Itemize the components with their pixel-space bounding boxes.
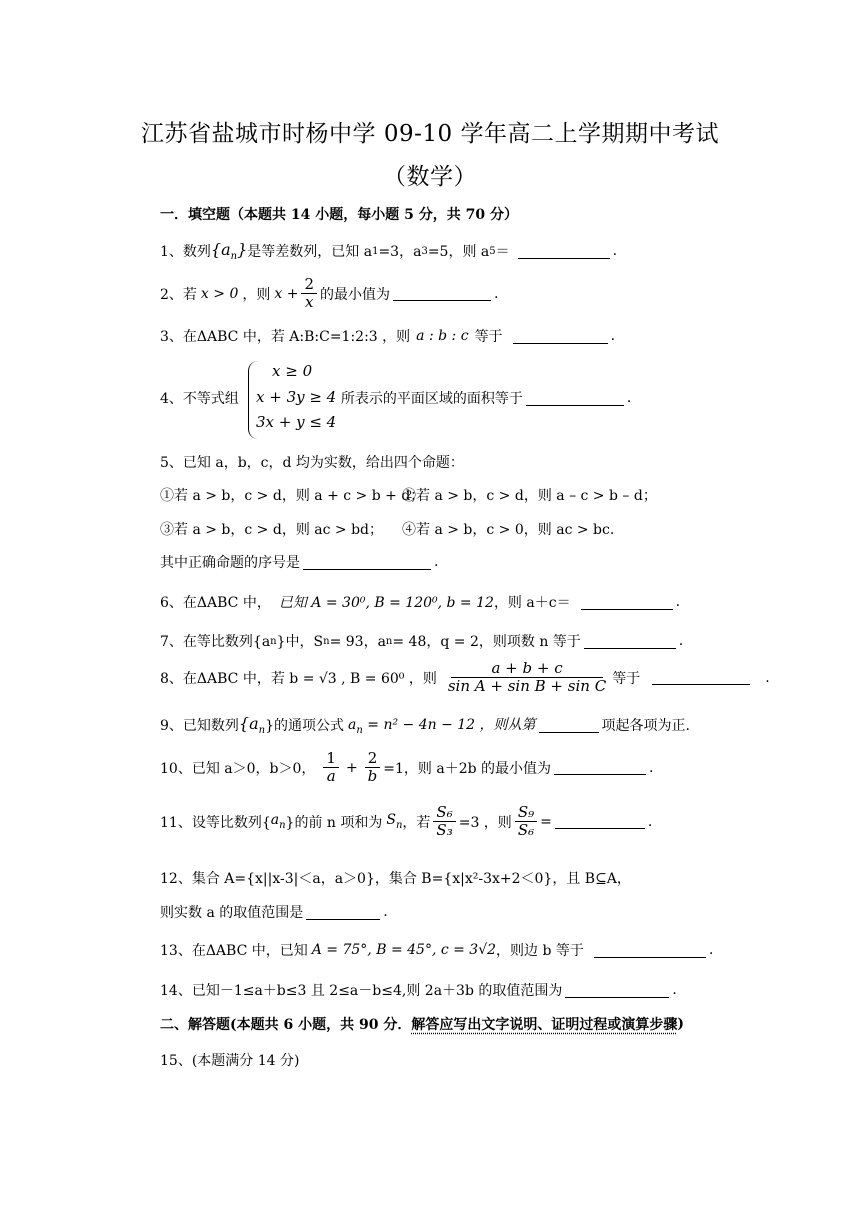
section-2-text-b: 解答应写出文字说明、证明过程或演算步骤 [411,1017,678,1033]
q8-answer-blank[interactable] [652,670,750,685]
q10-plus: + [345,759,358,776]
q6-text-c: ，则 a＋c＝ [493,595,571,611]
section-1-heading: 一．填空题（本题共 14 小题，每小题 5 分，共 70 分） [160,207,518,223]
q11-text-g: =3 ，则 [458,814,512,831]
q13-given: A = 75°, B = 45°, c = 3√2 [311,942,497,958]
q5-answer-blank[interactable] [303,555,431,570]
q7-text-b: }中，S [276,634,324,650]
q2-fraction: $\frac{2}{x}$ [301,276,317,312]
q7-answer-blank[interactable] [584,634,676,649]
question-14: 14、已知－1≤a＋b≤3 且 2≤a－b≤4,则 2a＋3b 的取值范围为 . [160,982,677,999]
q8-text-b: 等于 [612,670,641,687]
q2-answer-blank[interactable] [393,286,491,301]
section-2-text-a: 二、解答题(本题共 6 小题，共 90 分． [160,1017,412,1033]
q6-text: 6、在ΔABC 中， [160,595,271,611]
q13-text-c: ，则边 b 等于 [496,943,584,959]
question-11: 11、设等比数列{ $a_n$ }的前 n 项和为 $S_n$ ，若 $\frac{\text{S₆}}{\text{S₃}}$ =3 ，则 $\frac{\text{S₉}}{\text{S₆}}$ = . [160,803,653,840]
q13-text: 13、在ΔABC 中，已知 [160,943,308,959]
q2-text: 2、若 [160,286,197,303]
q9-seq: {$a_n$ [238,714,266,737]
q1-text-b: 是等差数列，已知 a [247,244,373,261]
question-13: 13、在ΔABC 中，已知 A = 75°, B = 45°, c = 3√2 ，则边 b 等于 . [160,942,714,959]
q11-fraction-1: $\frac{\text{S₆}}{\text{S₃}}$ [433,804,455,840]
q11-text-e: ，若 [402,814,431,831]
q10-text-b: =1，则 a＋2b 的最小值为 [383,760,552,777]
q9-text-c: }的通项公式 [265,718,345,735]
q10-text: 10、已知 a＞0，b＞0， [160,760,316,777]
section-2-text-c: ) [677,1016,684,1032]
q4-text: 4、不等式组 [160,391,239,407]
q4-inequality-2: x + 3y ≥ 4 [256,388,337,406]
q7-text-d: = 48，q = 2，则项数 n 等于 [392,634,581,650]
q5-proposition-1: ①若 a > b，c > d，则 a + c > b + d； [160,488,425,504]
question-10: 10、已知 a＞0，b＞0， $\frac{1}{a}$ + $\frac{2}{b}$ =1，则 a＋2b 的最小值为 . [160,749,654,786]
question-6: 6、在ΔABC 中， 已知 A = 30⁰, B = 120⁰, b = 12 ，则 a＋c＝ . [160,594,681,611]
q8-fraction: $\frac{a + b + c}{\text{sin A + sin B + sin C}}$ [447,659,607,696]
q11-fraction-2: $\frac{\text{S₉}}{\text{S₆}}$ [515,804,537,840]
q8-text: 8、在ΔABC 中，若 b = √3 , B = 60⁰ ，则 [160,670,437,687]
q4-inequality-1: x ≥ 0 [272,362,313,380]
question-7: 7、在等比数列{a n }中，S n = 93，a n = 48，q = 2，则项数 n 等于 . [160,633,684,650]
q9-answer-blank[interactable] [539,718,599,733]
q6-answer-blank[interactable] [581,595,673,610]
q2-expr: x + [274,285,299,302]
q4-answer-blank[interactable] [526,391,624,406]
question-15: 15、(本题满分 14 分) [160,1053,300,1069]
question-5: 5、已知 a，b，c，d 均为实数，给出四个命题： [160,455,464,471]
q5-proposition-3: ③若 a > b，c > d，则 ac > bd； [160,522,384,538]
q13-answer-blank[interactable] [594,943,706,958]
q12-continuation: 则实数 a 的取值范围是 . [160,904,388,921]
q2-condition: x > 0 [200,285,239,302]
q9-formula: $a_n = n^2 - 4n - 12$ ，则从第 [348,717,536,736]
q1-text-d: =5，则 a [427,244,490,261]
q12-text-b: 则实数 a 的取值范围是 [160,905,304,921]
q9-text-e: 项起各项为正. [601,718,690,735]
q1-text: 1、数列 [160,244,211,261]
q11-s-n: $S_n$ [386,812,403,832]
q3-answer-blank[interactable] [513,329,608,344]
q1-seq: $\{a_n\}$ [210,240,248,263]
q6-given: 已知 A = 30⁰, B = 120⁰, b = 12 [278,595,494,611]
q14-text: 14、已知－1≤a＋b≤3 且 2≤a－b≤4,则 2a＋3b 的取值范围为 [160,983,563,999]
q10-fraction-2: $\frac{2}{b}$ [365,750,381,786]
q5-conclusion: 其中正确命题的序号是 . [160,554,439,571]
page-title: 江苏省盐城市时杨中学 09-10 学年高二上学期期中考试 [141,121,719,147]
q10-answer-blank[interactable] [554,760,646,775]
question-8: 8、在ΔABC 中，若 b = √3 , B = 60⁰ ，则 $\frac{a + b + c}{\text{sin A + sin B + sin C}}$ 等于 . [160,659,770,696]
q1-text-c: =3，a [378,244,422,261]
question-2: 2、若 x > 0 ，则 x + $\frac{2}{x}$ 的最小值为 . [160,275,499,312]
q5-proposition-4: ④若 a > b，c > 0，则 ac > bc. [402,522,615,538]
question-9 [160,714,690,736]
q11-text-c: }的前 n 项和为 [285,814,383,831]
q1-answer-blank[interactable] [518,244,610,259]
q11-text-h: = [540,813,552,830]
q9-text: 9、已知数列 [160,718,239,735]
q3-text: 3、在ΔABC 中，若 A:B:C=1:2:3 ，则 [160,329,411,345]
q11-text: 11、设等比数列{ [160,814,271,831]
section-2-heading [160,1014,684,1034]
q5-proposition-2: ②若 a > b，c > d，则 a – c > b – d； [402,488,657,504]
q2-text-b: ，则 [242,286,271,303]
question-4: 4、不等式组 所表示的平面区域的面积等于 . [160,390,632,407]
q2-text-c: 的最小值为 [319,286,390,303]
q12-answer-blank[interactable] [306,905,380,920]
question-1: 1、数列 $\{a_n\}$ 是等差数列，已知 a 1 =3，a 3 =5，则 a 5 ＝ . [160,240,618,263]
q11-a-n: $a_n$ [270,812,286,832]
question-12: 12、集合 A={x||x-3|＜a，a＞0}，集合 B={x|x²-3x+2＜0}，且 B⊆A， [160,871,631,887]
q1-text-e: ＝ [495,244,510,261]
page-subtitle: （数学） [383,164,477,190]
q3-text-b: 等于 [474,329,503,345]
q14-answer-blank[interactable] [565,983,669,998]
q4-inequality-3: 3x + y ≤ 4 [256,413,337,431]
q7-text-c: = 93，a [329,634,386,650]
q10-fraction-1: $\frac{1}{a}$ [323,750,339,786]
q11-answer-blank[interactable] [555,814,645,829]
q5-text-b: 其中正确命题的序号是 [160,555,300,571]
q4-text-b: 所表示的平面区域的面积等于 [340,391,523,407]
q7-text: 7、在等比数列{a [160,634,271,650]
question-3: 3、在ΔABC 中，若 A:B:C=1:2:3 ，则 a : b : c 等于 . [160,328,616,345]
q3-ratio: a : b : c [416,328,469,344]
